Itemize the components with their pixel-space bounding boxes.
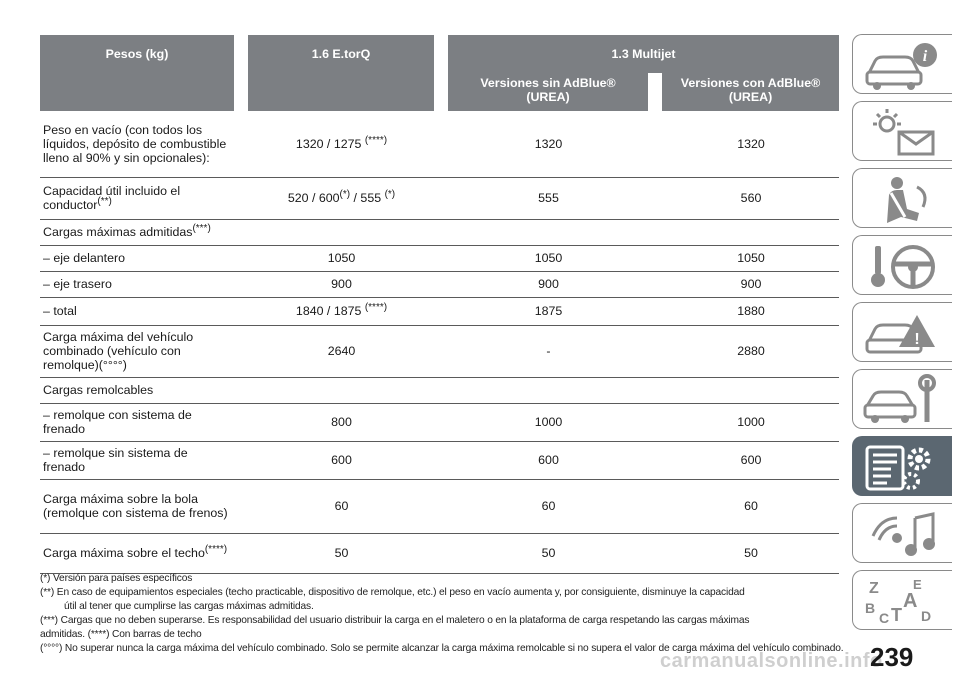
cell-con-adblue: 560 xyxy=(662,177,839,219)
cell-con-adblue: 2880 xyxy=(662,325,839,377)
cell-sin-adblue: 60 xyxy=(448,479,648,533)
dashboard-warning-light-icon xyxy=(861,106,945,158)
cell-etorq: 1320 / 1275 (****) xyxy=(248,111,434,177)
footnotes xyxy=(40,572,850,656)
car-info-icon xyxy=(861,39,945,91)
subheader-con-adblue: Versiones con AdBlue® (UREA) xyxy=(662,73,839,111)
sidebar-tab-technical-data[interactable] xyxy=(852,436,952,496)
header-spacer xyxy=(434,35,448,73)
weights-table xyxy=(40,35,839,574)
table-row xyxy=(40,533,839,573)
header-weights: Pesos (kg) xyxy=(40,35,234,73)
cell-etorq: 50 xyxy=(248,533,434,573)
cell-etorq: 1050 xyxy=(248,245,434,271)
sidebar-tab-warning-lights[interactable] xyxy=(852,101,952,161)
svg-text:A: A xyxy=(903,590,918,612)
header-spacer xyxy=(234,35,248,73)
seatbelt-airbag-icon xyxy=(861,173,945,225)
cell-sin-adblue: 50 xyxy=(448,533,648,573)
row-label: Carga máxima del vehículo combinado (vehículo con remolque)(°°°°) xyxy=(40,325,234,377)
table-row xyxy=(40,177,839,219)
row-label: Carga máxima sobre el techo(****) xyxy=(40,533,234,573)
cell-con-adblue: 1320 xyxy=(662,111,839,177)
table-row xyxy=(40,219,839,245)
alphabetical-index-icon xyxy=(861,575,945,627)
car-accident-icon xyxy=(861,307,945,359)
cell-sin-adblue: 1000 xyxy=(448,403,648,441)
sidebar-tab-index[interactable] xyxy=(852,570,952,630)
subheader-spacer xyxy=(234,73,248,111)
steering-wheel-key-icon xyxy=(861,240,945,292)
subheader-sin-adblue: Versiones sin AdBlue® (UREA) xyxy=(448,73,648,111)
table-row xyxy=(40,441,839,479)
cell-con-adblue: 1000 xyxy=(662,403,839,441)
cell-con-adblue: 1880 xyxy=(662,297,839,325)
sidebar-tab-starting-driving[interactable] xyxy=(852,235,952,295)
table-row xyxy=(40,297,839,325)
cell-etorq: 800 xyxy=(248,403,434,441)
cell-sin-adblue: 1875 xyxy=(448,297,648,325)
svg-text:C: C xyxy=(879,610,890,626)
svg-text:T: T xyxy=(891,605,902,625)
header-multijet: 1.3 Multijet xyxy=(448,35,839,73)
svg-text:!: ! xyxy=(914,331,920,348)
table-row xyxy=(40,479,839,533)
table-row xyxy=(40,245,839,271)
cell-etorq: 900 xyxy=(248,271,434,297)
watermark: carmanualsonline.info xyxy=(660,650,883,672)
subheader-empty xyxy=(40,73,234,111)
cell-con-adblue: 900 xyxy=(662,271,839,297)
table-row xyxy=(40,111,839,177)
row-label: Capacidad útil incluido el conductor(**) xyxy=(40,177,234,219)
table-row xyxy=(40,403,839,441)
cell-sin-adblue: 1320 xyxy=(448,111,648,177)
subheader-empty xyxy=(248,73,434,111)
footnote: (*) Versión para países específicos xyxy=(40,573,193,584)
footnote: (**) En caso de equipamientos especiales (techo practicable, dispositivo de remolque, etc.) el peso en vacío aumenta y, por consiguiente, disminuye la capacidad xyxy=(40,587,745,598)
header-etorq: 1.6 E.torQ xyxy=(248,35,434,73)
table-subheader-row xyxy=(40,73,839,111)
footnote: (°°°°) No superar nunca la carga máxima del vehículo combinado. Solo se permite alcanzar la carga máxima remolcable si no supera el valor de carga máxima del vehículo combinado. xyxy=(40,643,844,654)
subheader-spacer xyxy=(648,73,662,111)
cell-sin-adblue: 900 xyxy=(448,271,648,297)
svg-text:B: B xyxy=(865,600,876,616)
cell-sin-adblue: 555 xyxy=(448,177,648,219)
row-label: – remolque con sistema de frenado xyxy=(40,403,234,441)
footnote-continuation: admitidas. (****) Con barras de techo xyxy=(40,629,202,640)
row-label: – eje delantero xyxy=(40,245,234,271)
cell-etorq: 1840 / 1875 (****) xyxy=(248,297,434,325)
row-label: Cargas remolcables xyxy=(40,377,234,403)
svg-text:i: i xyxy=(922,48,928,65)
multimedia-music-icon xyxy=(861,508,945,560)
cell-con-adblue: 1050 xyxy=(662,245,839,271)
row-label: – total xyxy=(40,297,234,325)
svg-text:D: D xyxy=(921,608,932,624)
table-row xyxy=(40,271,839,297)
cell-etorq: 600 xyxy=(248,441,434,479)
row-label: – eje trasero xyxy=(40,271,234,297)
cell-con-adblue: 600 xyxy=(662,441,839,479)
row-label: Cargas máximas admitidas(***) xyxy=(40,219,234,245)
sidebar-tab-emergency[interactable] xyxy=(852,302,952,362)
table-row xyxy=(40,325,839,377)
sidebar-tab-safety[interactable] xyxy=(852,168,952,228)
footnote-continuation: útil al tener que cumplirse las cargas máximas admitidas. xyxy=(64,601,314,612)
cell-sin-adblue: - xyxy=(448,325,648,377)
cell-con-adblue: 60 xyxy=(662,479,839,533)
subheader-spacer xyxy=(434,73,448,111)
page-number: 239 xyxy=(870,642,914,672)
cell-etorq: 2640 xyxy=(248,325,434,377)
row-label: – remolque sin sistema de frenado xyxy=(40,441,234,479)
cell-sin-adblue: 1050 xyxy=(448,245,648,271)
row-label: Carga máxima sobre la bola (remolque con sistema de frenos) xyxy=(40,479,234,533)
cell-etorq: 60 xyxy=(248,479,434,533)
svg-text:E: E xyxy=(913,577,922,592)
row-label: Peso en vacío (con todos los líquidos, depósito de combustible lleno al 90% y sin opcionales): xyxy=(40,111,234,177)
sidebar-tab-multimedia[interactable] xyxy=(852,503,952,563)
technical-data-list-gear-icon xyxy=(861,441,945,493)
svg-text:Z: Z xyxy=(869,580,879,597)
chapter-sidebar xyxy=(852,34,952,637)
sidebar-tab-car-info[interactable] xyxy=(852,34,952,94)
footnote: (***) Cargas que no deben superarse. Es responsabilidad del usuario distribuir la carga en el maletero o en la plataforma de carga respetando las cargas máximas xyxy=(40,615,750,626)
cell-etorq: 520 / 600(*) / 555 (*) xyxy=(248,177,434,219)
table-row xyxy=(40,377,839,403)
cell-sin-adblue: 600 xyxy=(448,441,648,479)
sidebar-tab-maintenance[interactable] xyxy=(852,369,952,429)
table-header-row xyxy=(40,35,839,73)
cell-con-adblue: 50 xyxy=(662,533,839,573)
car-maintenance-wrench-icon xyxy=(861,374,945,426)
